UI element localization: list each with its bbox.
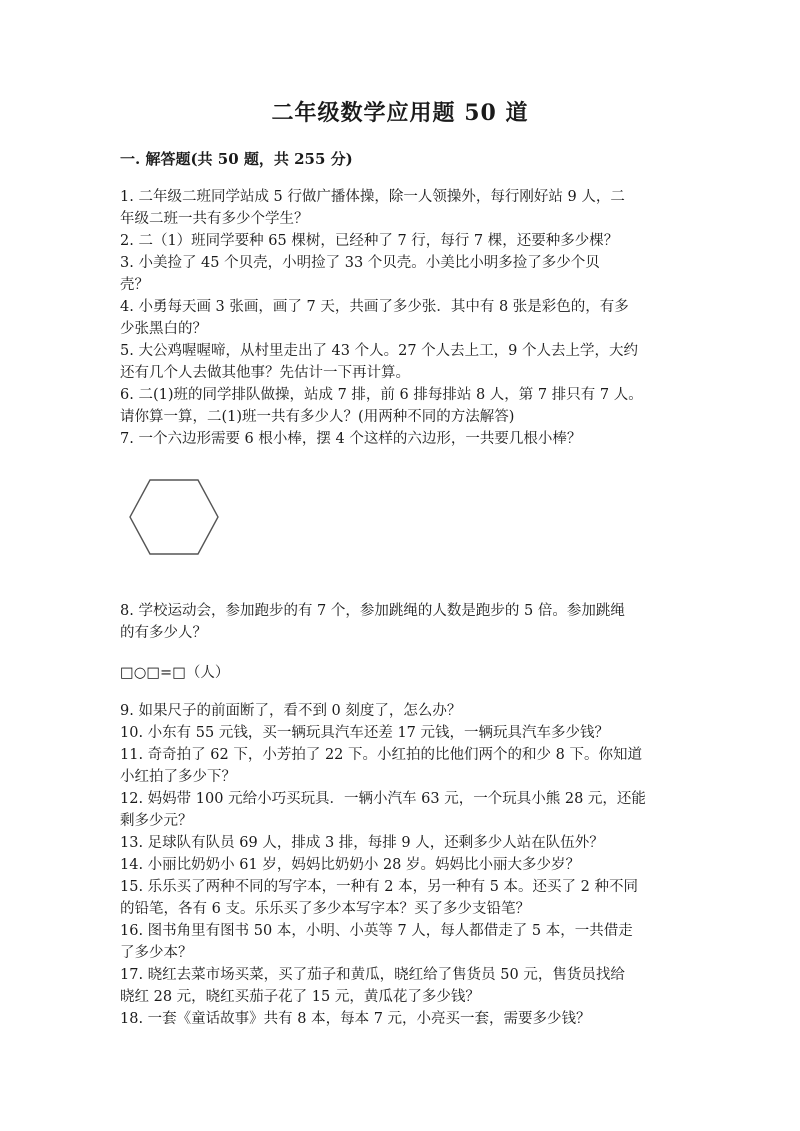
page-title: 二年级数学应用题 50 道 (271, 100, 529, 126)
answer-formula: □○□=□（人） (120, 665, 230, 681)
section-title: 一. 解答题(共 50 题，共 255 分) (120, 150, 353, 168)
question-12: 12. 妈妈带 100 元给小巧买玩具．一辆小汽车 63 元，一个玩具小熊 28 元，还能 剩多少元？ (120, 791, 646, 829)
question-block-3 (120, 700, 682, 1030)
question-3: 3. 小美捡了 45 个贝壳，小明捡了 33 个贝壳。小美比小明多捡了多少个贝 壳？ (120, 255, 600, 293)
question-18: 18. 一套《童话故事》共有 8 本，每本 7 元，小亮买一套，需要多少钱？ (120, 1011, 591, 1027)
question-11: 11. 奇奇拍了 62 下，小芳拍了 22 下。小红拍的比他们两个的和少 8 下。你知道 小红拍了多少下？ (120, 747, 642, 785)
question-7: 7. 一个六边形需要 6 根小棒，摆 4 个这样的六边形，一共要几根小棒？ (120, 431, 582, 447)
question-10: 10. 小东有 55 元钱，买一辆玩具汽车还差 17 元钱，一辆玩具汽车多少钱？ (120, 725, 610, 741)
question-2: 2. 二（1）班同学要种 65 棵树，已经种了 7 行，每行 7 棵，还要种多少棵？ (120, 233, 619, 249)
question-16: 16. 图书角里有图书 50 本，小明、小英等 7 人，每人都借走了 5 本，一共借走 了多少本？ (120, 923, 633, 961)
question-5: 5. 大公鸡喔喔啼，从村里走出了 43 个人。27 个人去上工，9 个人去上学，大约 还有几个人去做其他事？先估计一下再计算。 (120, 343, 639, 381)
question-6: 6. 二(1)班的同学排队做操，站成 7 排，前 6 排每排站 8 人，第 7 排只有 7 人。 请你算一算，二(1)班一共有多少人？(用两种不同的方法解答) (120, 387, 643, 425)
hexagon-figure (128, 478, 220, 556)
question-17: 17. 晓红去菜市场买菜，买了茄子和黄瓜，晓红给了售货员 50 元，售货员找给 晓红 28 元，晓红买茄子花了 15 元，黄瓜花了多少钱？ (120, 967, 625, 1005)
question-9: 9. 如果尺子的前面断了，看不到 0 刻度了，怎么办？ (120, 703, 462, 719)
question-15: 15. 乐乐买了两种不同的写字本，一种有 2 本，另一种有 5 本。还买了 2 种不同 的铅笔，各有 6 支。乐乐买了多少本写字本？买了多少支铅笔？ (120, 879, 638, 917)
question-8: 8. 学校运动会，参加跑步的有 7 个，参加跳绳的人数是跑步的 5 倍。参加跳绳 的有多少人？ (120, 603, 625, 641)
question-4: 4. 小勇每天画 3 张画，画了 7 天，共画了多少张．其中有 8 张是彩色的，有多 少张黑白的？ (120, 299, 629, 337)
question-14: 14. 小丽比奶奶小 61 岁，妈妈比奶奶小 28 岁。妈妈比小丽大多少岁？ (120, 857, 581, 873)
question-1: 1. 二年级二班同学站成 5 行做广播体操，除一人领操外，每行刚好站 9 人，二 年级二班一共有多少个学生？ (120, 189, 625, 227)
question-13: 13. 足球队有队员 69 人，排成 3 排，每排 9 人，还剩多少人站在队伍外？ (120, 835, 604, 851)
question-block-2 (120, 600, 682, 644)
question-block-1 (120, 186, 682, 450)
